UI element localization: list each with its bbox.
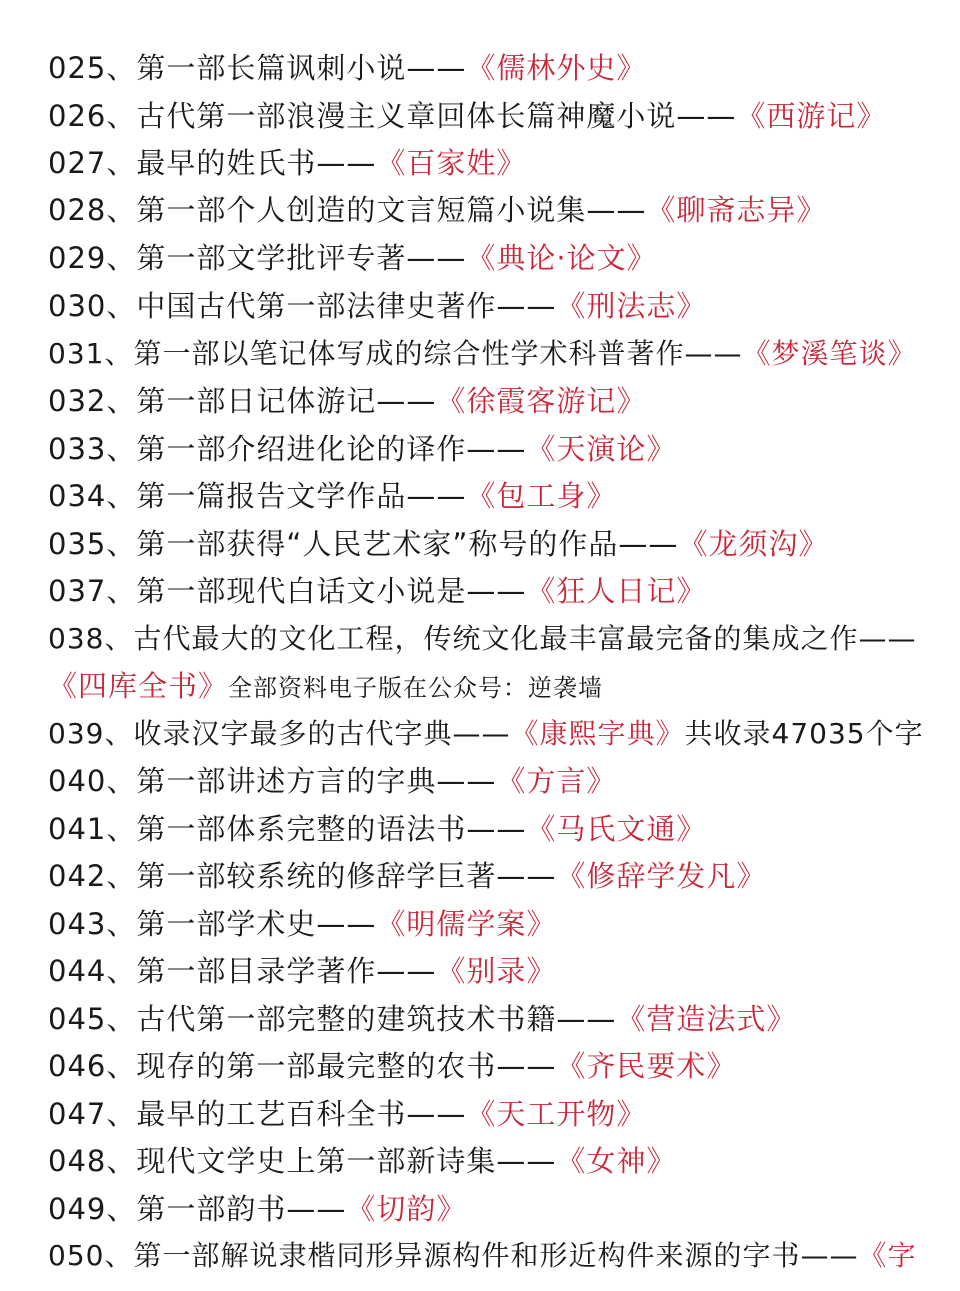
list-item — [48, 334, 940, 374]
item-description: 第一部较系统的修辞学巨著—— — [136, 859, 557, 893]
item-number: 034 — [48, 479, 107, 513]
list-item — [48, 951, 940, 991]
item-description: 现代文学史上第一部新诗集—— — [136, 1144, 557, 1178]
item-description: 第一部韵书—— — [136, 1192, 347, 1226]
item-separator: 、 — [106, 1049, 137, 1083]
item-number: 046 — [48, 1049, 107, 1083]
item-description: 第一部文学批评专著—— — [136, 241, 467, 275]
item-description: 中国古代第一部法律史著作—— — [136, 289, 557, 323]
item-number: 044 — [48, 954, 107, 988]
item-description: 第一部日记体游记—— — [136, 384, 437, 418]
item-description: 古代第一部浪漫主义章回体长篇神魔小说—— — [136, 99, 737, 133]
item-number: 039 — [48, 717, 105, 750]
list-item — [48, 714, 940, 754]
item-separator: 、 — [104, 717, 134, 750]
item-number: 031 — [48, 337, 105, 370]
item-separator: 、 — [106, 527, 137, 561]
item-note: 共收录47035个字 — [684, 717, 924, 750]
item-description: 第一部体系完整的语法书—— — [136, 812, 527, 846]
list-item — [48, 238, 940, 278]
book-title: 《刑法志》 — [556, 289, 707, 323]
list-item — [48, 476, 940, 516]
item-number: 035 — [48, 527, 107, 561]
item-separator: 、 — [106, 907, 137, 941]
book-title: 《修辞学发凡》 — [556, 859, 767, 893]
item-description: 第一部讲述方言的字典—— — [136, 764, 497, 798]
item-separator: 、 — [106, 241, 137, 275]
book-title: 《聊斋志异》 — [646, 193, 827, 227]
list-item — [48, 999, 940, 1039]
item-number: 033 — [48, 432, 107, 466]
item-separator: 、 — [106, 289, 137, 323]
list-item — [48, 381, 940, 421]
book-title: 《典论·论文》 — [466, 241, 657, 275]
item-number: 038 — [48, 622, 105, 655]
book-title: 《百家姓》 — [376, 146, 527, 180]
book-title: 《徐霞客游记》 — [436, 384, 647, 418]
item-number: 028 — [48, 193, 107, 227]
item-description: 第一部以笔记体写成的综合性学术科普著作—— — [133, 337, 743, 370]
item-separator: 、 — [106, 1144, 137, 1178]
item-number: 037 — [48, 574, 107, 608]
book-title: 《切韵》 — [346, 1192, 467, 1226]
list-item — [48, 1141, 940, 1181]
list-item — [48, 96, 940, 136]
item-description: 第一部现代白话文小说是—— — [136, 574, 527, 608]
item-number: 029 — [48, 241, 107, 275]
book-title: 《龙须沟》 — [678, 527, 829, 561]
list-item — [48, 1236, 940, 1276]
item-description: 古代第一部完整的建筑技术书籍—— — [136, 1002, 617, 1036]
list-item — [48, 1189, 940, 1229]
item-separator: 、 — [106, 432, 137, 466]
item-number: 041 — [48, 812, 107, 846]
item-separator: 、 — [106, 99, 137, 133]
item-description: 第一部解说隶楷同形异源构件和形近构件来源的字书—— — [133, 1239, 859, 1272]
item-description: 第一部介绍进化论的译作—— — [136, 432, 527, 466]
list-item — [48, 761, 940, 801]
item-description: 收录汉字最多的古代字典—— — [133, 717, 511, 750]
item-separator: 、 — [106, 812, 137, 846]
book-title: 《西游记》 — [736, 99, 887, 133]
book-title: 《包工身》 — [466, 479, 617, 513]
item-number: 043 — [48, 907, 107, 941]
watermark-note: 全部资料电子版在公众号：逆袭墙 — [228, 674, 604, 702]
item-number: 027 — [48, 146, 107, 180]
item-number: 045 — [48, 1002, 107, 1036]
book-title: 《营造法式》 — [616, 1002, 797, 1036]
item-separator: 、 — [104, 337, 134, 370]
item-description: 第一部学术史—— — [136, 907, 377, 941]
list-item — [48, 190, 940, 230]
item-separator: 、 — [106, 764, 137, 798]
item-description: 现存的第一部最完整的农书—— — [136, 1049, 557, 1083]
item-separator: 、 — [106, 51, 137, 85]
item-separator: 、 — [106, 479, 137, 513]
item-number: 048 — [48, 1144, 107, 1178]
list-item — [48, 856, 940, 896]
item-description: 第一部获得“人民艺术家”称号的作品—— — [136, 527, 679, 561]
list-item — [48, 904, 940, 944]
book-title: 《狂人日记》 — [526, 574, 707, 608]
item-number: 032 — [48, 384, 107, 418]
item-number: 042 — [48, 859, 107, 893]
item-separator: 、 — [106, 193, 137, 227]
book-title: 《方言》 — [496, 764, 617, 798]
list-item — [48, 1046, 940, 1086]
item-description: 第一部个人创造的文言短篇小说集—— — [136, 193, 647, 227]
item-separator: 、 — [106, 859, 137, 893]
book-title: 《梦溪笔谈》 — [742, 337, 917, 370]
item-number: 049 — [48, 1192, 107, 1226]
item-description: 古代最大的文化工程，传统文化最丰富最完备的集成之作—— — [133, 622, 917, 655]
list-item — [48, 1094, 940, 1134]
item-number: 025 — [48, 51, 107, 85]
list-item — [48, 48, 940, 88]
list-item — [48, 524, 940, 564]
book-title: 《儒林外史》 — [466, 51, 647, 85]
list-item-continuation — [48, 666, 940, 706]
item-separator: 、 — [106, 574, 137, 608]
item-description: 第一篇报告文学作品—— — [136, 479, 467, 513]
list-item — [48, 429, 940, 469]
book-title: 《天演论》 — [526, 432, 677, 466]
item-separator: 、 — [104, 1239, 134, 1272]
list-item — [48, 619, 940, 659]
item-description: 最早的工艺百科全书—— — [136, 1097, 467, 1131]
book-title: 《字 — [858, 1239, 917, 1272]
item-separator: 、 — [106, 384, 137, 418]
item-separator: 、 — [106, 1097, 137, 1131]
list-item — [48, 809, 940, 849]
item-number: 040 — [48, 764, 107, 798]
item-number: 030 — [48, 289, 107, 323]
item-description: 最早的姓氏书—— — [136, 146, 377, 180]
book-title: 《女神》 — [556, 1144, 677, 1178]
item-separator: 、 — [106, 146, 137, 180]
item-number: 050 — [48, 1239, 105, 1272]
list-item — [48, 571, 940, 611]
book-title: 《明儒学案》 — [376, 907, 557, 941]
book-title: 《别录》 — [436, 954, 557, 988]
item-number: 026 — [48, 99, 107, 133]
item-number: 047 — [48, 1097, 107, 1131]
item-description: 第一部目录学著作—— — [136, 954, 437, 988]
item-separator: 、 — [104, 622, 134, 655]
item-separator: 、 — [106, 1002, 137, 1036]
book-title: 《齐民要术》 — [556, 1049, 737, 1083]
book-title: 《马氏文通》 — [526, 812, 707, 846]
item-separator: 、 — [106, 1192, 137, 1226]
book-title: 《康熙字典》 — [510, 717, 685, 750]
item-description: 第一部长篇讽刺小说—— — [136, 51, 467, 85]
book-title: 《天工开物》 — [466, 1097, 647, 1131]
book-title: 《四库全书》 — [48, 669, 229, 703]
item-separator: 、 — [106, 954, 137, 988]
list-item — [48, 286, 940, 326]
list-item — [48, 143, 940, 183]
